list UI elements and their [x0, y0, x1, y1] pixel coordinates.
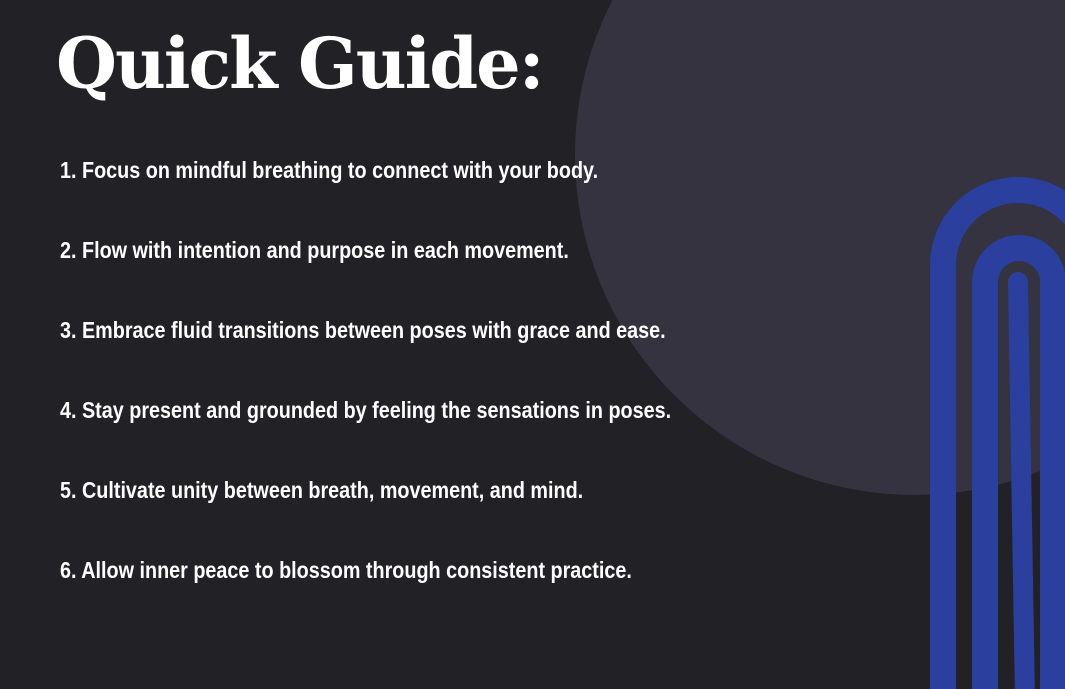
- page-title: Quick Guide:: [56, 22, 543, 105]
- guide-item-5: 5. Cultivate unity between breath, movement, and mind.: [60, 477, 584, 503]
- guide-item-2: 2. Flow with intention and purpose in each movement.: [60, 237, 569, 263]
- inner-arch: [1018, 282, 1025, 689]
- guide-list: [60, 150, 771, 630]
- guide-item-4: 4. Stay present and grounded by feeling the sensations in poses.: [60, 397, 672, 423]
- guide-item-6: 6. Allow inner peace to blossom through consistent practice.: [60, 557, 632, 583]
- guide-item-3: 3. Embrace fluid transitions between poses with grace and ease.: [60, 317, 666, 343]
- guide-item-1: 1. Focus on mindful breathing to connect with your body.: [60, 157, 599, 183]
